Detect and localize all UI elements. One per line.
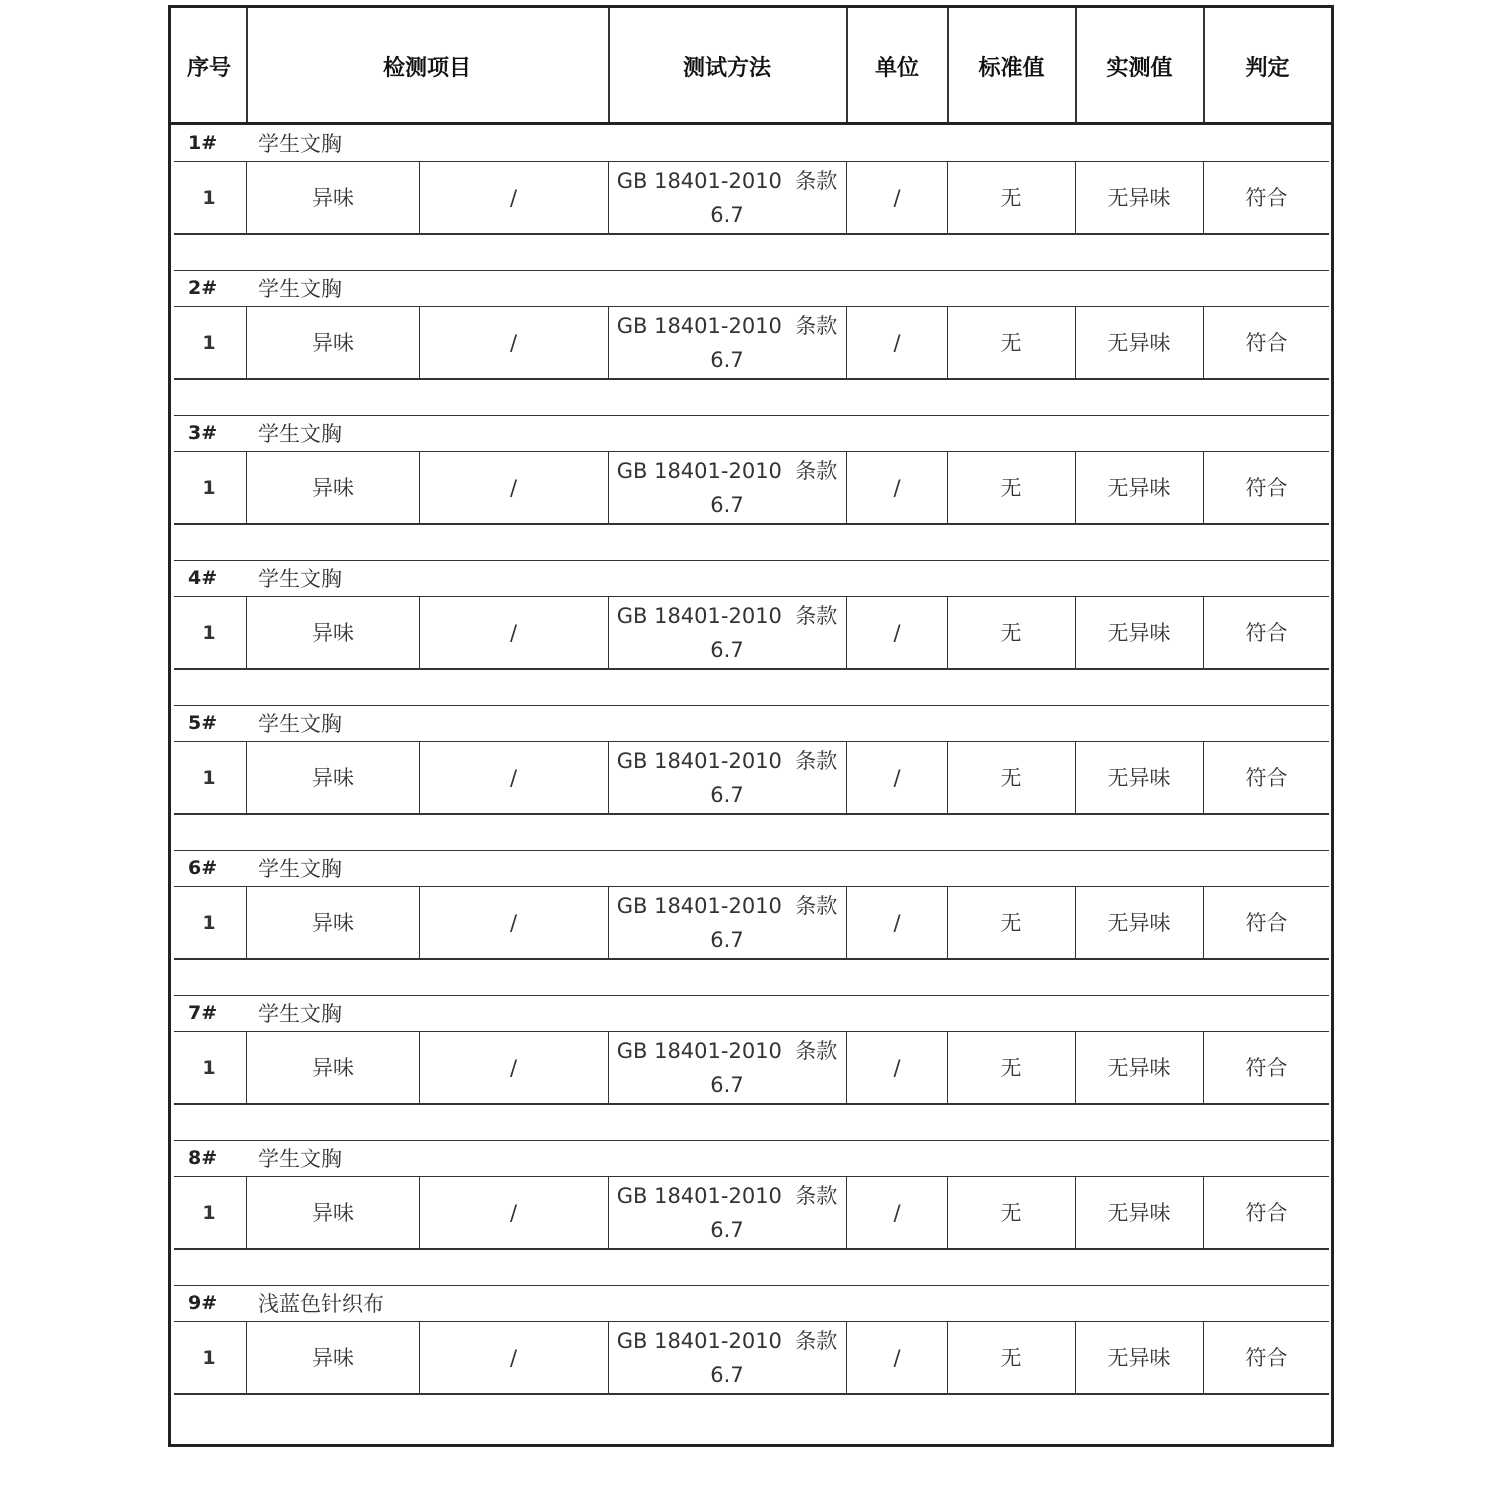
- group-sample-name: 学生文胸: [258, 1147, 342, 1171]
- method-line1: GB 18401-2010 条款: [616, 603, 838, 628]
- column-divider: [1203, 596, 1204, 669]
- cell-measured: 无异味: [1107, 475, 1171, 500]
- column-divider: [419, 1031, 420, 1104]
- column-divider: [1075, 306, 1076, 379]
- group-sample-name: 浅蓝色针织布: [258, 1292, 384, 1316]
- header-verdict: 判定: [1245, 56, 1290, 81]
- column-divider: [1203, 886, 1204, 959]
- column-divider: [846, 451, 847, 524]
- row-rule: [174, 1140, 1329, 1141]
- header-bottom-rule: [171, 122, 1331, 125]
- cell-sub: /: [509, 910, 518, 935]
- cell-item: 异味: [312, 475, 354, 500]
- column-divider: [246, 1031, 247, 1104]
- cell-verdict: 符合: [1245, 620, 1288, 645]
- header-unit: 单位: [874, 56, 919, 81]
- cell-item: 异味: [312, 620, 354, 645]
- cell-measured: 无异味: [1107, 910, 1171, 935]
- method-line1: GB 18401-2010 条款: [616, 1328, 838, 1353]
- cell-standard: 无: [1000, 1200, 1022, 1225]
- column-divider: [947, 451, 948, 524]
- cell-item: 异味: [312, 1055, 354, 1080]
- header-method: 测试方法: [682, 56, 771, 81]
- cell-standard: 无: [1000, 765, 1022, 790]
- row-rule: [174, 270, 1329, 271]
- column-divider: [947, 1321, 948, 1394]
- cell-unit: /: [893, 1345, 901, 1370]
- method-line2: 6.7: [710, 202, 744, 227]
- column-divider: [419, 1321, 420, 1394]
- cell-standard: 无: [1000, 1055, 1022, 1080]
- cell-unit: /: [893, 475, 901, 500]
- cell-method: [609, 307, 845, 378]
- column-divider: [1075, 161, 1076, 234]
- cell-unit: /: [893, 765, 901, 790]
- header-measured: 实测值: [1106, 56, 1173, 81]
- cell-measured: 无异味: [1107, 765, 1171, 790]
- column-divider: [246, 161, 247, 234]
- column-divider: [1203, 1031, 1204, 1104]
- header-divider: [608, 8, 610, 125]
- group-number: 2#: [188, 277, 218, 299]
- column-divider: [947, 1031, 948, 1104]
- cell-unit: /: [893, 1200, 901, 1225]
- method-line2: 6.7: [710, 1217, 744, 1242]
- cell-seq: 1: [202, 621, 216, 644]
- cell-sub: /: [509, 475, 518, 500]
- column-divider: [947, 886, 948, 959]
- column-divider: [846, 596, 847, 669]
- cell-verdict: 符合: [1245, 475, 1288, 500]
- cell-seq: 1: [202, 1346, 216, 1369]
- row-rule: [174, 1248, 1329, 1250]
- method-line2: 6.7: [710, 492, 744, 517]
- column-divider: [1203, 161, 1204, 234]
- header-divider: [1075, 8, 1077, 125]
- cell-method: [609, 452, 845, 523]
- column-divider: [608, 1176, 609, 1249]
- cell-item: 异味: [312, 1200, 354, 1225]
- method-line1: GB 18401-2010 条款: [616, 168, 838, 193]
- column-divider: [608, 306, 609, 379]
- cell-sub: /: [509, 765, 518, 790]
- cell-sub: /: [509, 1200, 518, 1225]
- cell-measured: 无异味: [1107, 1200, 1171, 1225]
- method-line2: 6.7: [710, 1072, 744, 1097]
- column-divider: [419, 161, 420, 234]
- group-sample-name: 学生文胸: [258, 567, 342, 591]
- column-divider: [846, 1321, 847, 1394]
- column-divider: [846, 1176, 847, 1249]
- row-rule: [174, 415, 1329, 416]
- cell-method: [609, 742, 845, 813]
- cell-seq: 1: [202, 1056, 216, 1079]
- group-number: 8#: [188, 1147, 218, 1169]
- column-divider: [1075, 1176, 1076, 1249]
- column-divider: [419, 451, 420, 524]
- column-divider: [846, 886, 847, 959]
- column-divider: [246, 596, 247, 669]
- group-number: 7#: [188, 1002, 218, 1024]
- column-divider: [846, 741, 847, 814]
- header-divider: [846, 8, 848, 125]
- method-line2: 6.7: [710, 637, 744, 662]
- column-divider: [1203, 306, 1204, 379]
- method-line1: GB 18401-2010 条款: [616, 458, 838, 483]
- column-divider: [1075, 596, 1076, 669]
- report-table: [168, 5, 1334, 1447]
- header-standard: 标准值: [978, 56, 1045, 81]
- cell-measured: 无异味: [1107, 1345, 1171, 1370]
- group-number: 3#: [188, 422, 218, 444]
- column-divider: [246, 886, 247, 959]
- cell-method: [609, 1177, 845, 1248]
- method-line2: 6.7: [710, 927, 744, 952]
- column-divider: [419, 741, 420, 814]
- group-number: 9#: [188, 1292, 218, 1314]
- cell-method: [609, 162, 845, 233]
- column-divider: [246, 306, 247, 379]
- cell-verdict: 符合: [1245, 765, 1288, 790]
- cell-measured: 无异味: [1107, 330, 1171, 355]
- cell-seq: 1: [202, 186, 216, 209]
- column-divider: [246, 1176, 247, 1249]
- column-divider: [608, 161, 609, 234]
- column-divider: [1203, 1176, 1204, 1249]
- row-rule: [174, 523, 1329, 525]
- cell-measured: 无异味: [1107, 1055, 1171, 1080]
- row-rule: [174, 378, 1329, 380]
- column-divider: [1075, 451, 1076, 524]
- method-line2: 6.7: [710, 347, 744, 372]
- column-divider: [608, 596, 609, 669]
- column-divider: [947, 306, 948, 379]
- column-divider: [1203, 451, 1204, 524]
- header-divider: [947, 8, 949, 125]
- header-no: 序号: [186, 56, 231, 81]
- method-line1: GB 18401-2010 条款: [616, 313, 838, 338]
- method-line1: GB 18401-2010 条款: [616, 748, 838, 773]
- column-divider: [246, 451, 247, 524]
- column-divider: [947, 1176, 948, 1249]
- cell-method: [609, 1322, 845, 1393]
- cell-unit: /: [893, 330, 901, 355]
- cell-standard: 无: [1000, 185, 1022, 210]
- column-divider: [1075, 741, 1076, 814]
- cell-method: [609, 1032, 845, 1103]
- column-divider: [947, 161, 948, 234]
- column-divider: [608, 886, 609, 959]
- row-rule: [174, 958, 1329, 960]
- column-divider: [608, 1031, 609, 1104]
- cell-standard: 无: [1000, 620, 1022, 645]
- group-sample-name: 学生文胸: [258, 1002, 342, 1026]
- column-divider: [608, 741, 609, 814]
- cell-verdict: 符合: [1245, 1345, 1288, 1370]
- cell-seq: 1: [202, 1201, 216, 1224]
- group-sample-name: 学生文胸: [258, 277, 342, 301]
- row-rule: [174, 560, 1329, 561]
- column-divider: [1075, 1321, 1076, 1394]
- row-rule: [174, 1393, 1329, 1395]
- column-divider: [1075, 1031, 1076, 1104]
- cell-verdict: 符合: [1245, 185, 1288, 210]
- cell-item: 异味: [312, 910, 354, 935]
- column-divider: [246, 1321, 247, 1394]
- cell-seq: 1: [202, 331, 216, 354]
- cell-sub: /: [509, 1055, 518, 1080]
- cell-seq: 1: [202, 766, 216, 789]
- cell-standard: 无: [1000, 910, 1022, 935]
- cell-standard: 无: [1000, 475, 1022, 500]
- column-divider: [846, 306, 847, 379]
- row-rule: [174, 705, 1329, 706]
- group-sample-name: 学生文胸: [258, 712, 342, 736]
- row-rule: [174, 233, 1329, 235]
- row-rule: [174, 668, 1329, 670]
- column-divider: [608, 451, 609, 524]
- cell-sub: /: [509, 620, 518, 645]
- cell-sub: /: [509, 185, 518, 210]
- column-divider: [419, 306, 420, 379]
- cell-method: [609, 887, 845, 958]
- method-line2: 6.7: [710, 782, 744, 807]
- row-rule: [174, 1103, 1329, 1105]
- cell-method: [609, 597, 845, 668]
- cell-measured: 无异味: [1107, 185, 1171, 210]
- header-divider: [246, 8, 248, 125]
- group-sample-name: 学生文胸: [258, 857, 342, 881]
- cell-sub: /: [509, 1345, 518, 1370]
- cell-seq: 1: [202, 911, 216, 934]
- column-divider: [947, 741, 948, 814]
- group-number: 4#: [188, 567, 218, 589]
- cell-unit: /: [893, 185, 901, 210]
- row-rule: [174, 995, 1329, 996]
- header-divider: [1203, 8, 1205, 125]
- method-line2: 6.7: [710, 1362, 744, 1387]
- cell-item: 异味: [312, 765, 354, 790]
- column-divider: [608, 1321, 609, 1394]
- row-rule: [174, 813, 1329, 815]
- column-divider: [1203, 741, 1204, 814]
- column-divider: [1075, 886, 1076, 959]
- group-number: 1#: [188, 132, 218, 154]
- cell-verdict: 符合: [1245, 910, 1288, 935]
- cell-verdict: 符合: [1245, 330, 1288, 355]
- column-divider: [947, 596, 948, 669]
- cell-verdict: 符合: [1245, 1055, 1288, 1080]
- method-line1: GB 18401-2010 条款: [616, 1038, 838, 1063]
- row-rule: [174, 850, 1329, 851]
- cell-verdict: 符合: [1245, 1200, 1288, 1225]
- column-divider: [419, 886, 420, 959]
- group-number: 6#: [188, 857, 218, 879]
- header-item: 检测项目: [382, 56, 471, 81]
- cell-item: 异味: [312, 185, 354, 210]
- cell-unit: /: [893, 910, 901, 935]
- column-divider: [1203, 1321, 1204, 1394]
- cell-unit: /: [893, 1055, 901, 1080]
- cell-standard: 无: [1000, 1345, 1022, 1370]
- cell-unit: /: [893, 620, 901, 645]
- cell-item: 异味: [312, 1345, 354, 1370]
- column-divider: [419, 596, 420, 669]
- column-divider: [419, 1176, 420, 1249]
- column-divider: [846, 161, 847, 234]
- cell-seq: 1: [202, 476, 216, 499]
- group-sample-name: 学生文胸: [258, 422, 342, 446]
- cell-measured: 无异味: [1107, 620, 1171, 645]
- cell-standard: 无: [1000, 330, 1022, 355]
- group-number: 5#: [188, 712, 218, 734]
- column-divider: [846, 1031, 847, 1104]
- column-divider: [246, 741, 247, 814]
- cell-item: 异味: [312, 330, 354, 355]
- cell-sub: /: [509, 330, 518, 355]
- method-line1: GB 18401-2010 条款: [616, 1183, 838, 1208]
- group-sample-name: 学生文胸: [258, 132, 342, 156]
- method-line1: GB 18401-2010 条款: [616, 893, 838, 918]
